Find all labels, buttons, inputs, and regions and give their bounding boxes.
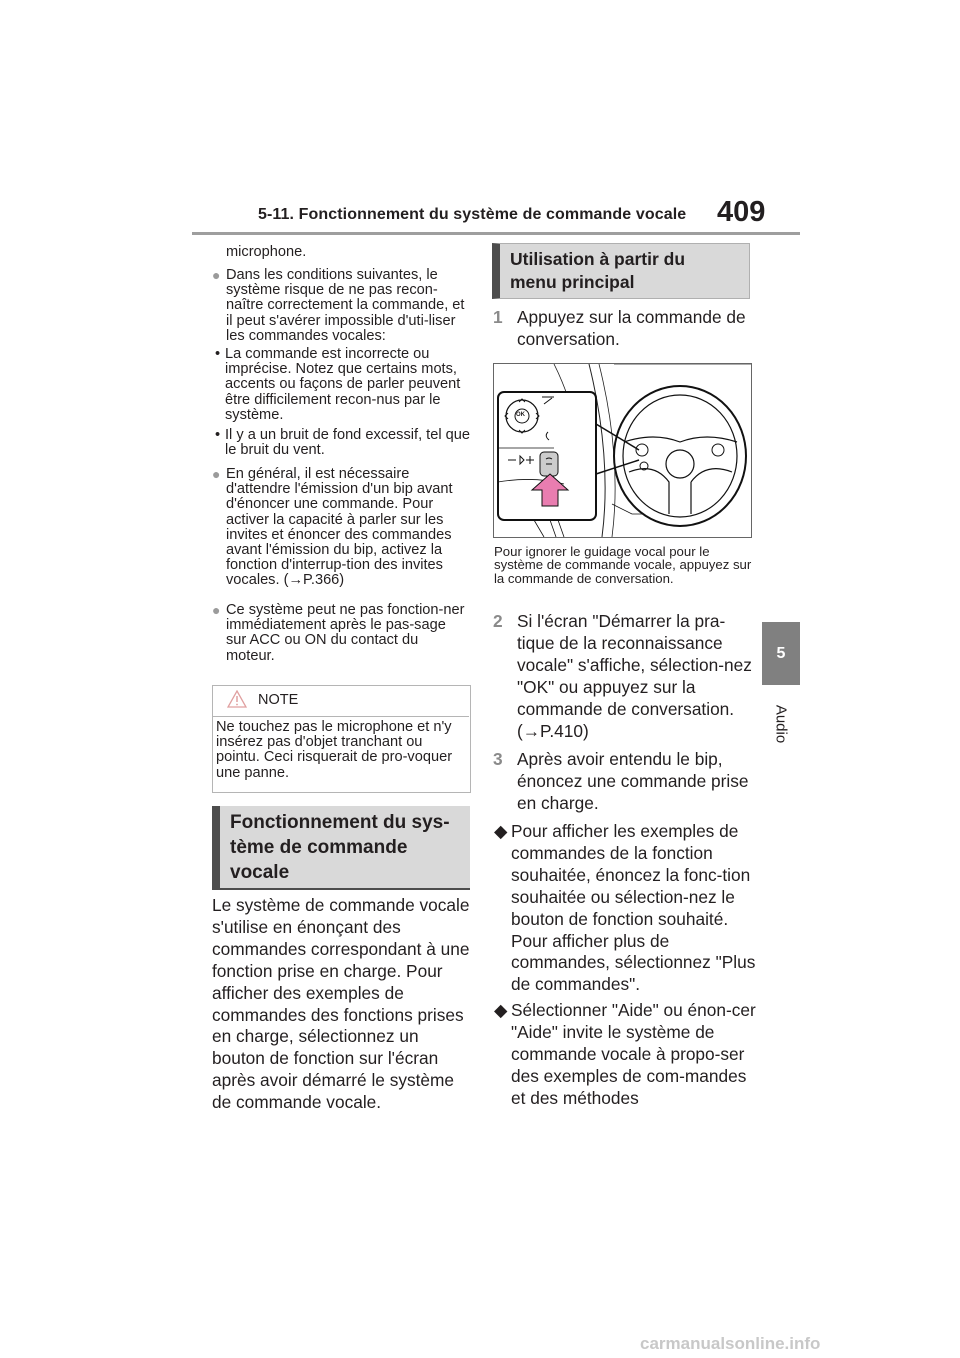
section-heading-text: Utilisation à partir du menu principal	[510, 249, 686, 292]
step-number: 1	[493, 307, 503, 327]
step-item	[493, 611, 755, 742]
ok-button-label: OK	[516, 412, 525, 418]
sub-text: La commande est incorrecte ou imprécise. Notez que certains mots, accents ou façons de parler peuvent être difficilement recon-nus par le système.	[225, 346, 461, 423]
diamond-bullet-icon: ◆	[494, 1000, 508, 1020]
step-item	[493, 307, 755, 351]
section-title: 5-11. Fonctionnement du système de commande vocale	[258, 206, 687, 223]
diamond-text: Sélectionner "Aide" ou énon-cer "Aide" invite le système de commande vocale à propo-ser des exemples de com-mandes et des méthodes	[511, 1000, 756, 1108]
step-text: Si l'écran "Démarrer la pra-tique de la reconnaissance vocale" s'affiche, sélection-nez "OK" ou appuyez sur la commande de conversation. (→P.410)	[517, 611, 752, 741]
note-header	[212, 685, 469, 717]
steering-wheel-figure	[493, 363, 752, 538]
bullet-text: En général, il est nécessaire d'attendre l'émission d'un bip avant d'énoncer une commande. Pour activer la capacité à parler sur les invites et énoncer des commandes avant l'émission du bip, activez la fonction d'interrup-tion des invites vocales. (→P.366)	[226, 466, 453, 589]
step-number: 3	[493, 749, 503, 769]
chapter-label: Audio	[772, 704, 790, 744]
chapter-number: 5	[776, 644, 786, 662]
section-heading	[492, 243, 750, 299]
bullet-dot-icon: ●	[212, 267, 221, 283]
note-title: NOTE	[258, 692, 299, 708]
figure-caption: Pour ignorer le guidage vocal pour le système de commande vocale, appuyez sur la commande de conversation.	[494, 544, 752, 586]
section-heading-text: Fonctionnement du sys-tème de commande vocale	[230, 812, 450, 883]
sub-bullet-icon: •	[215, 427, 221, 443]
diamond-bullet-icon: ◆	[494, 821, 508, 841]
step-item	[493, 749, 755, 815]
bullet-text: Ce système peut ne pas fonction-ner immédiatement après le pas-sage sur ACC ou ON du contact du moteur.	[226, 602, 465, 664]
warning-triangle-icon	[227, 690, 247, 708]
watermark: carmanualsonline.info	[640, 1334, 821, 1353]
section-heading	[212, 806, 470, 888]
header-rule	[192, 232, 800, 235]
page-number: 409	[717, 196, 766, 228]
chapter-tab-number	[762, 622, 800, 685]
diamond-item	[494, 1000, 756, 1110]
bullet-dot-icon: ●	[212, 602, 221, 618]
sub-item	[212, 347, 470, 423]
diamond-item	[494, 821, 756, 996]
sub-bullet-icon: •	[215, 346, 221, 362]
bullet-item	[212, 268, 470, 344]
section-heading-rule	[212, 888, 470, 890]
sub-item	[212, 428, 470, 458]
continuation-text: microphone.	[226, 244, 307, 260]
step-number: 2	[493, 611, 503, 631]
sub-text: Il y a un bruit de fond excessif, tel que le bruit du vent.	[225, 427, 470, 459]
note-text: Ne touchez pas le microphone et n'y insérez pas d'objet tranchant ou pointu. Ceci risquerait de pro-voquer une panne.	[216, 719, 453, 781]
bullet-item	[212, 467, 470, 589]
step-text: Après avoir entendu le bip, énoncez une commande prise en charge.	[517, 749, 749, 813]
section-body-text: Le système de commande vocale s'utilise en énonçant des commandes correspondant à une fonction prise en charge. Pour afficher des exemples de commandes des fonctions prises en charge, sélectionnez un bouton de fonction sur l'écran après avoir démarré le système de commande vocale.	[212, 895, 470, 1113]
bullet-item	[212, 603, 470, 664]
steering-wheel-illustration	[494, 364, 751, 537]
diamond-text: Pour afficher les exemples de commandes de la fonction souhaitée, énoncez la fonc-tion souhaitée ou sélection-nez le bouton de fonction souhaité. Pour afficher plus de commandes, sélectionnez "Plus de commandes".	[511, 821, 756, 995]
chapter-tab-label	[762, 694, 800, 754]
bullet-dot-icon: ●	[212, 466, 221, 482]
bullet-text: Dans les conditions suivantes, le système risque de ne pas recon-naître correctement la commande, et il peut s'avérer impossible d'uti-liser les commandes vocales:	[226, 267, 465, 344]
step-text: Appuyez sur la commande de conversation.	[517, 307, 746, 349]
